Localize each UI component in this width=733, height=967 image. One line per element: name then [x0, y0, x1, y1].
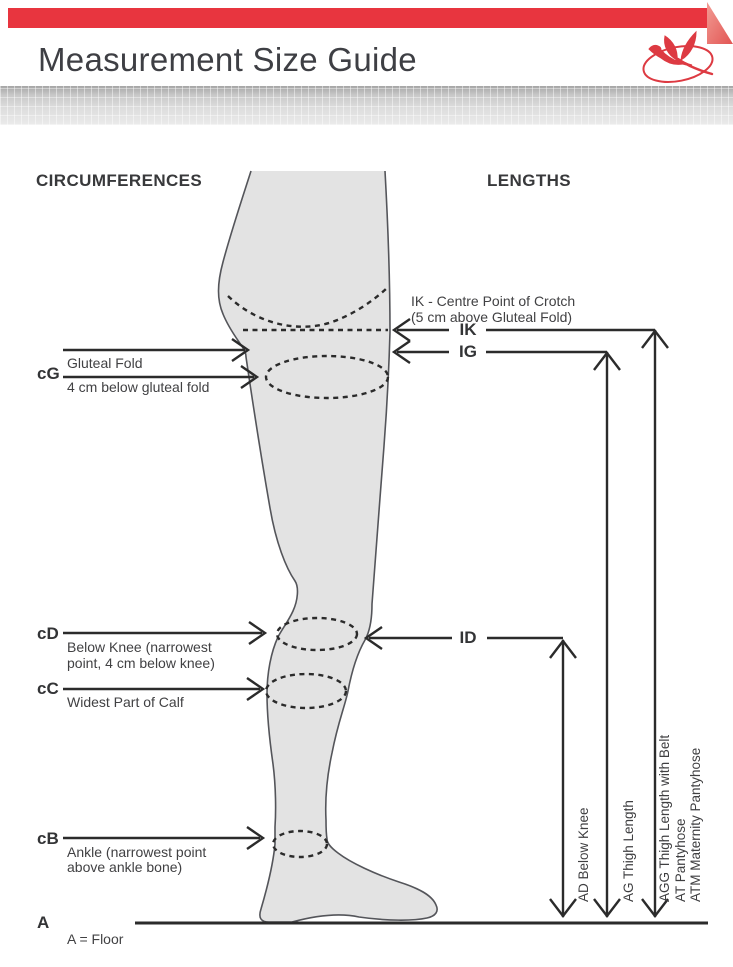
leg-silhouette	[219, 171, 438, 922]
cb-key: cB	[37, 829, 59, 848]
cg-label-1: Gluteal Fold	[67, 355, 143, 371]
ik-note-line-2: (5 cm above Gluteal Fold)	[411, 309, 573, 325]
ag-thigh-length-vertical-label: AG Thigh Length	[621, 800, 636, 902]
page-title: Measurement Size Guide	[38, 41, 417, 78]
agg-thigh-belt-label: AGG Thigh Length with Belt	[657, 734, 672, 902]
cc-label: Widest Part of Calf	[67, 694, 184, 710]
atm-maternity-label: ATM Maternity Pantyhose	[688, 747, 703, 902]
floor-label: A = Floor	[67, 931, 124, 947]
at-pantyhose-label: AT Pantyhose	[672, 818, 688, 902]
ik-label: IK	[459, 320, 477, 339]
ad-below-knee-vertical-label: AD Below Knee	[576, 807, 591, 902]
cc-key: cC	[37, 679, 59, 698]
cd-key: cD	[37, 624, 59, 643]
cd-label-2: point, 4 cm below knee)	[67, 655, 215, 671]
floor-key: A	[37, 913, 50, 932]
cd-label-1: Below Knee (narrowest	[67, 639, 212, 655]
ig-label: IG	[459, 342, 477, 361]
cg-label-2: 4 cm below gluteal fold	[67, 379, 210, 395]
id-arrow	[366, 627, 576, 917]
agg-group-vertical-labels	[657, 735, 704, 902]
lengths-heading: LENGTHS	[487, 171, 572, 190]
ik-note-line-1: IK - Centre Point of Crotch	[411, 293, 576, 309]
circumferences-heading: CIRCUMFERENCES	[36, 171, 203, 190]
cb-label-1: Ankle (narrowest point	[67, 844, 207, 860]
id-label: ID	[459, 628, 477, 647]
cb-label-2: above ankle bone)	[67, 859, 183, 875]
cg-key: cG	[37, 364, 60, 383]
